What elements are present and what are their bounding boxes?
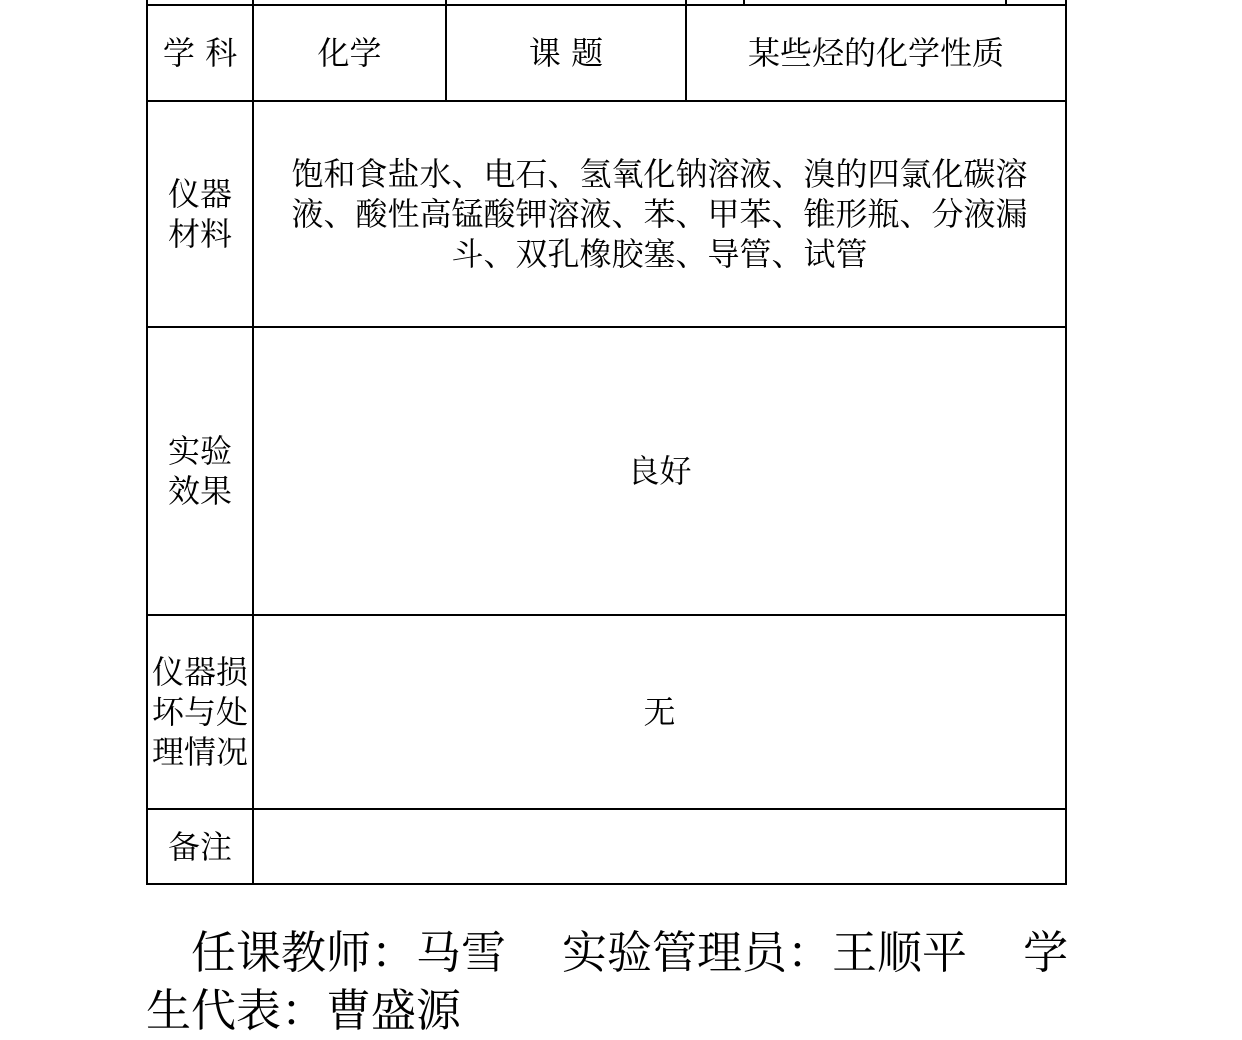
topic-value: 某些烃的化学性质 bbox=[686, 5, 1066, 101]
materials-value: 饱和食盐水、电石、氢氧化钠溶液、溴的四氯化碳溶液、酸性高锰酸钾溶液、苯、甲苯、锥形瓶、分液漏斗、双孔橡胶塞、导管、试管 bbox=[253, 101, 1066, 327]
student-name: 曹盛源 bbox=[326, 984, 462, 1037]
subject-value: 化学 bbox=[253, 5, 446, 101]
remark-row bbox=[147, 809, 1066, 884]
signature-footer bbox=[146, 924, 1106, 1040]
effect-row bbox=[147, 327, 1066, 615]
damage-value: 无 bbox=[253, 615, 1066, 809]
topic-label: 课 题 bbox=[446, 5, 686, 101]
effect-label bbox=[147, 327, 253, 615]
materials-label bbox=[147, 101, 253, 327]
materials-row bbox=[147, 101, 1066, 327]
damage-label-line1: 仪器损 bbox=[151, 653, 248, 691]
subject-row bbox=[147, 5, 1066, 101]
teacher-name: 马雪 bbox=[416, 926, 507, 979]
damage-label-line2: 坏与处 bbox=[151, 693, 248, 731]
damage-row bbox=[147, 615, 1066, 809]
student-label: 学生代表： bbox=[146, 926, 1069, 1037]
experiment-record-table bbox=[146, 0, 1067, 885]
teacher-label: 任课教师： bbox=[191, 926, 417, 979]
effect-value: 良好 bbox=[253, 327, 1066, 615]
admin-name: 王顺平 bbox=[832, 926, 968, 979]
damage-label bbox=[147, 615, 253, 809]
materials-label-line2: 材料 bbox=[167, 215, 232, 253]
effect-label-line1: 实验 bbox=[167, 432, 232, 470]
remark-value bbox=[253, 809, 1066, 884]
damage-label-line3: 理情况 bbox=[151, 733, 248, 771]
admin-label: 实验管理员： bbox=[562, 926, 833, 979]
materials-label-line1: 仪器 bbox=[167, 175, 232, 213]
subject-label: 学 科 bbox=[147, 5, 253, 101]
remark-label: 备注 bbox=[147, 809, 253, 884]
effect-label-line2: 效果 bbox=[167, 472, 232, 510]
